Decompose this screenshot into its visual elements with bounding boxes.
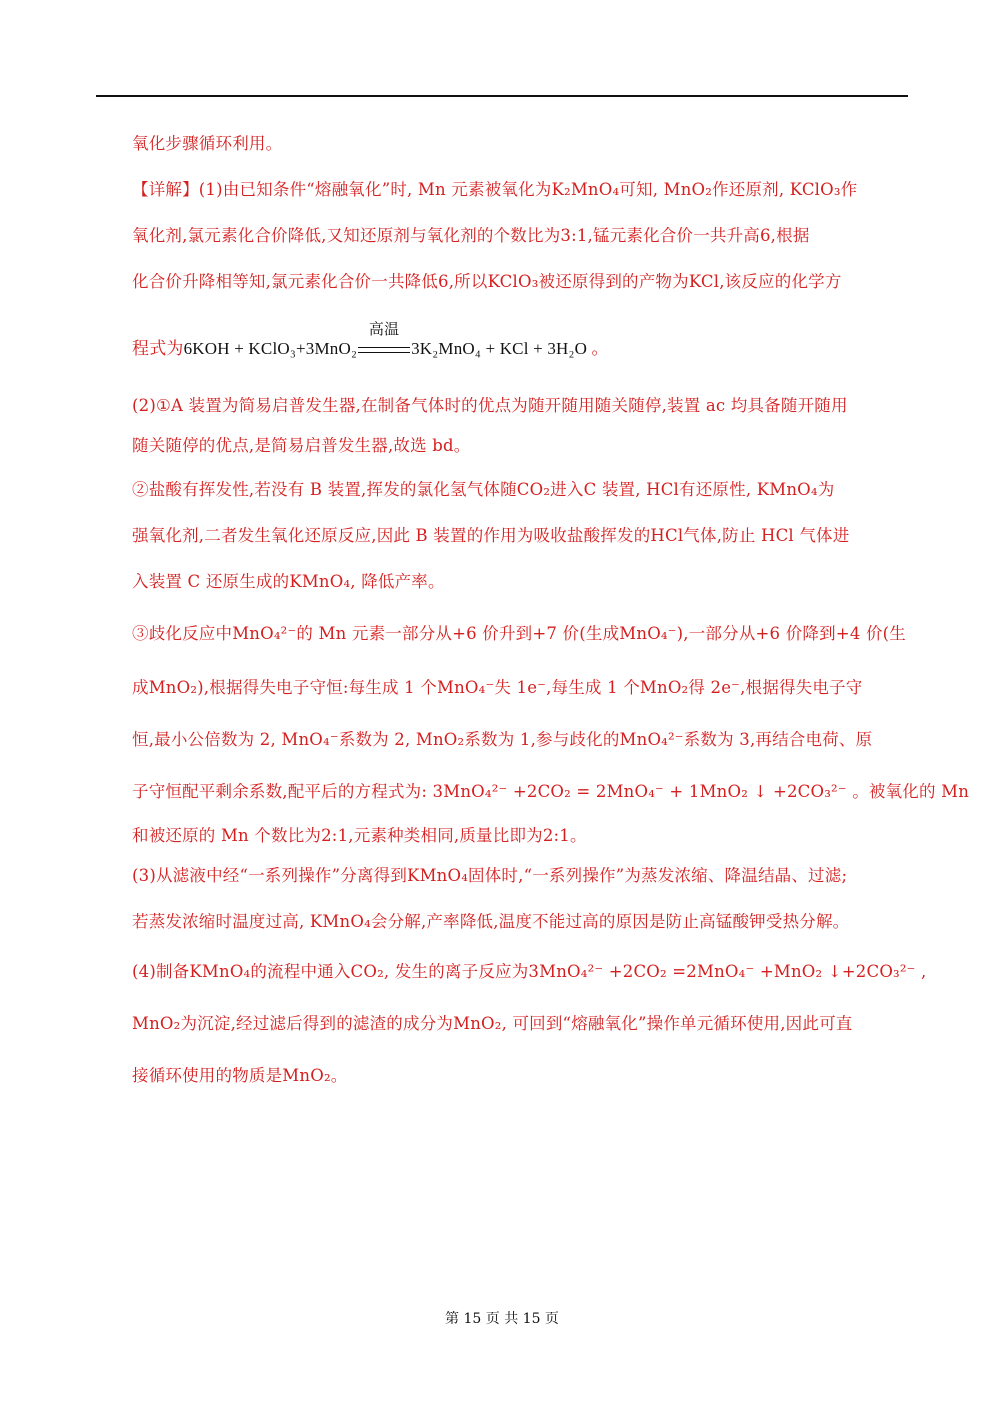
text-line: (4)制备KMnO₄的流程中通入CO₂, 发生的离子反应为3MnO₄²⁻ +2CO₂ =2MnO₄⁻ +MnO₂ ↓+2CO₃²⁻ , [132, 962, 927, 981]
equation-left-side: 6KOH + KClO₃+3MnO₂ [183, 339, 358, 358]
text-line: 若蒸发浓缩时温度过高, KMnO₄会分解,产率降低,温度不能过高的原因是防止高锰酸钾受热分解。 [132, 912, 850, 931]
text-line: ②盐酸有挥发性,若没有 B 装置,挥发的氯化氢气体随CO₂进入C 装置, HCl有还原性, KMnO₄为 [132, 480, 835, 499]
header-rule [96, 95, 908, 97]
text-line: (3)从滤液中经“一系列操作”分离得到KMnO₄固体时,“一系列操作”为蒸发浓缩、降温结晶、过滤; [132, 866, 848, 885]
text-line: 化合价升降相等知,氯元素化合价一共降低6,所以KClO₃被还原得到的产物为KCl,该反应的化学方 [132, 272, 842, 291]
text-line: 成MnO₂),根据得失电子守恒:每生成 1 个MnO₄⁻失 1e⁻,每生成 1 个MnO₂得 2e⁻,根据得失电子守 [132, 678, 863, 697]
reaction-equation-line [132, 322, 609, 359]
text-line: 氧化剂,氯元素化合价降低,又知还原剂与氧化剂的个数比为3:1,锰元素化合价一共升高6,根据 [132, 226, 810, 245]
double-line-sign [358, 347, 410, 353]
text-line: 氧化步骤循环利用。 [132, 134, 283, 153]
condition-label: 高温 [368, 322, 400, 338]
text-line: 子守恒配平剩余系数,配平后的方程式为: 3MnO₄²⁻ +2CO₂ = 2MnO₄⁻ + 1MnO₂ ↓ +2CO₃²⁻ 。被氧化的 Mn [132, 782, 970, 801]
text-line: 接循环使用的物质是MnO₂。 [132, 1066, 348, 1085]
equation-right-side: 3K₂MnO₄ + KCl + 3H₂O [411, 339, 588, 358]
text-line: ③歧化反应中MnO₄²⁻的 Mn 元素一部分从+6 价升到+7 价(生成MnO₄⁻),一部分从+6 价降到+4 价(生 [132, 624, 906, 643]
text-line: (2)①A 装置为简易启普发生器,在制备气体时的优点为随开随用随关随停,装置 ac 均具备随开随用 [132, 396, 848, 415]
text-line: 入装置 C 还原生成的KMnO₄, 降低产率。 [132, 572, 445, 591]
text-line: 随关随停的优点,是简易启普发生器,故选 bd。 [132, 436, 471, 455]
equation-end: 。 [587, 339, 609, 358]
text-line: 强氧化剂,二者发生氧化还原反应,因此 B 装置的作用为吸收盐酸挥发的HCl气体,防止 HCl 气体进 [132, 526, 850, 545]
equation-prefix: 程式为 [132, 339, 184, 358]
text-line: 和被还原的 Mn 个数比为2:1,元素种类相同,质量比即为2:1。 [132, 826, 587, 845]
reaction-condition [357, 322, 411, 359]
text-line: 恒,最小公倍数为 2, MnO₄⁻系数为 2, MnO₂系数为 1,参与歧化的MnO₄²⁻系数为 3,再结合电荷、原 [132, 730, 873, 749]
page-footer: 第 15 页 共 15 页 [445, 1311, 559, 1327]
text-line: 【详解】(1)由已知条件“熔融氧化”时, Mn 元素被氧化为K₂MnO₄可知, MnO₂作还原剂, KClO₃作 [132, 180, 858, 199]
text-line: MnO₂为沉淀,经过滤后得到的滤渣的成分为MnO₂, 可回到“熔融氧化”操作单元循环使用,因此可直 [132, 1014, 853, 1033]
